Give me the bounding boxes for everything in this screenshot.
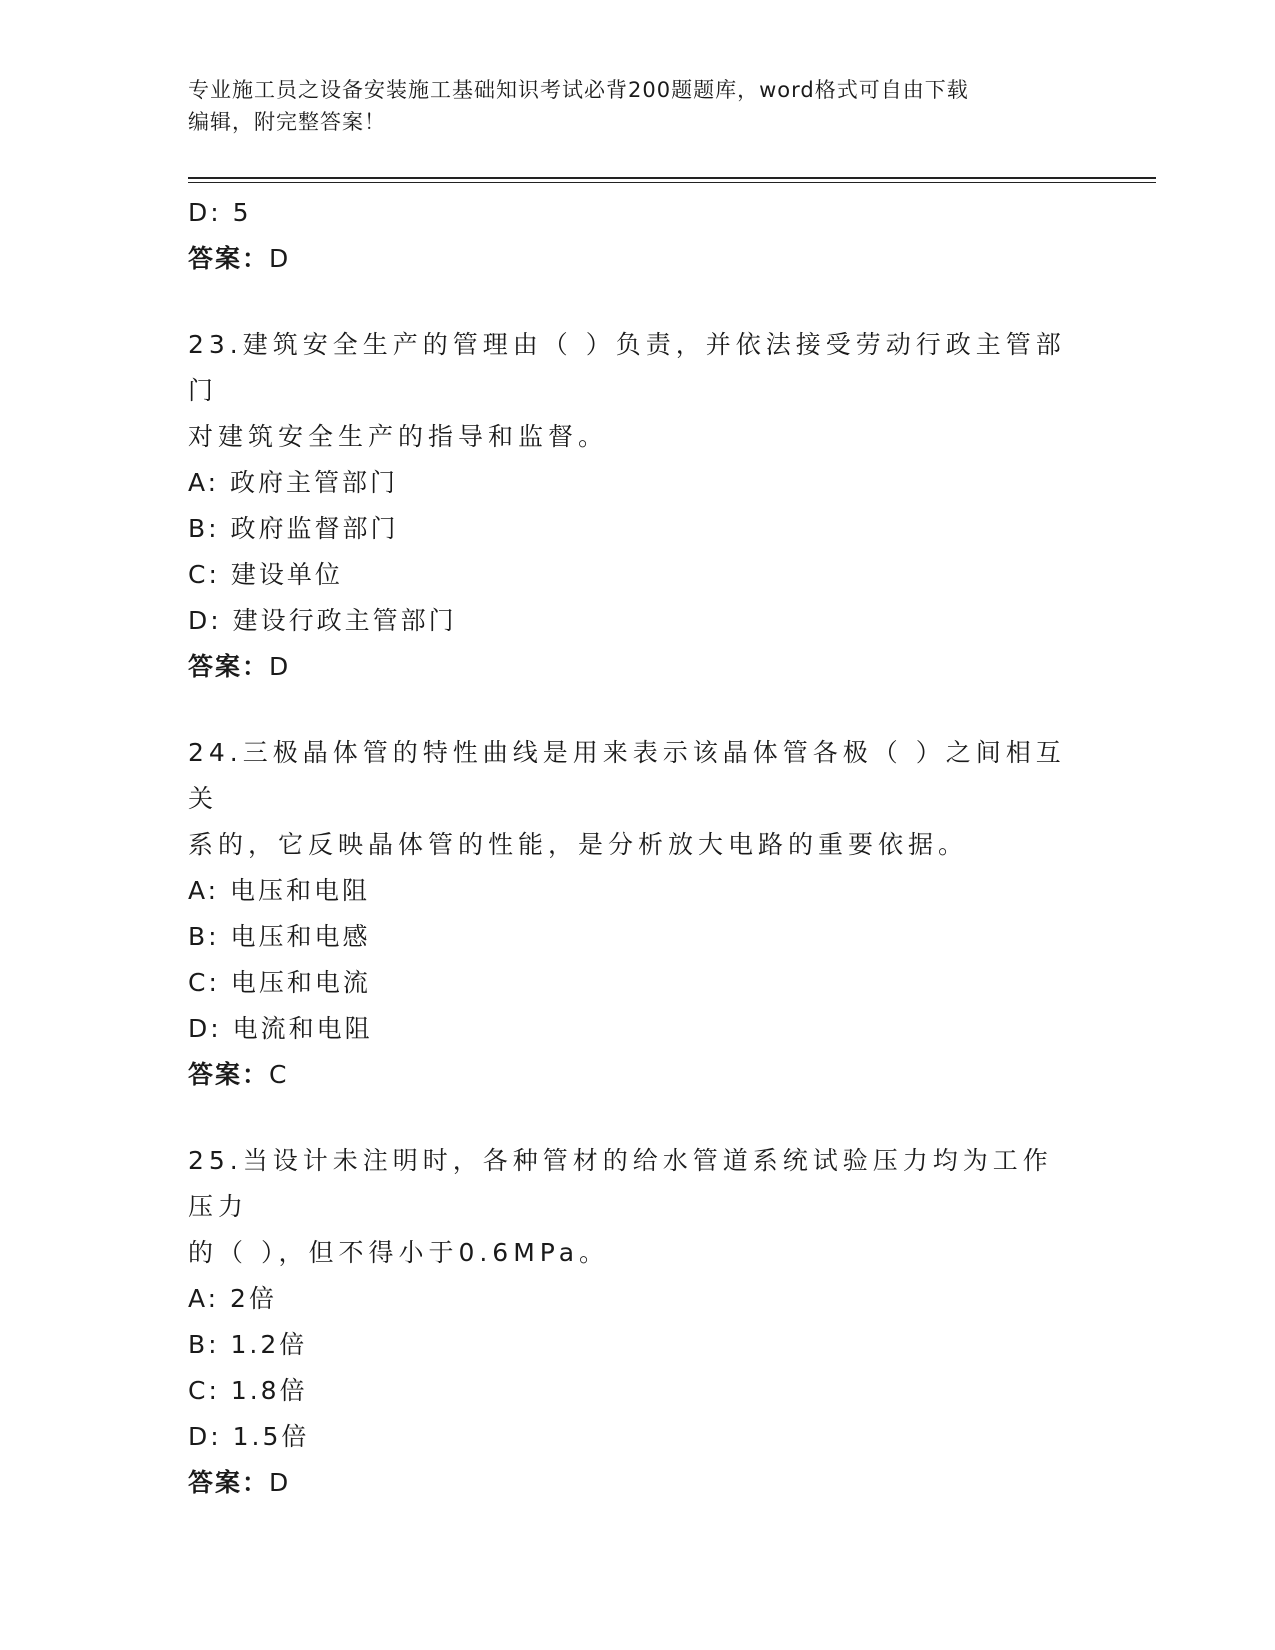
header-line-1: 专业施工员之设备安装施工基础知识考试必背200题题库，word格式可自由下载 [188,78,969,102]
question-stem-line-1: 23.建筑安全生产的管理由（ ）负责，并依法接受劳动行政主管部门 [188,330,1066,405]
answer-line [188,1052,1088,1098]
option-a: A: 2倍 [188,1284,277,1313]
option-b: B: 电压和电感 [188,922,371,951]
option-d: D: 建设行政主管部门 [188,606,457,635]
question-23 [188,322,1088,690]
answer-value: D [269,244,291,273]
page-header [188,74,1088,138]
answer-line [188,644,1088,690]
answer-line [188,236,1088,282]
option-d: D: 5 [188,198,252,227]
answer-label: 答案： [188,244,270,273]
answer-label: 答案： [188,1468,270,1497]
answer-value: D [269,652,291,681]
question-stem-line-2: 的（ ），但不得小于0.6MPa。 [188,1238,610,1267]
question-stem [188,322,1068,460]
question-stem [188,730,1068,868]
option-d: D: 电流和电阻 [188,1014,373,1043]
option-b: B: 1.2倍 [188,1330,308,1359]
option-d: D: 1.5倍 [188,1422,310,1451]
question-stem-line-2: 对建筑安全生产的指导和监督。 [188,422,609,451]
answer-value: C [269,1060,289,1089]
question-stem-line-2: 系的，它反映晶体管的性能，是分析放大电路的重要依据。 [188,830,969,859]
header-line-2: 编辑，附完整答案！ [188,110,386,134]
header-rule-thick [188,177,1156,179]
document-body [188,190,1088,1506]
answer-line [188,1460,1088,1506]
answer-value: D [269,1468,291,1497]
question-24 [188,730,1088,1098]
option-c: C: 电压和电流 [188,968,371,997]
option-a: A: 电压和电阻 [188,876,371,905]
question-stem-line-1: 24.三极晶体管的特性曲线是用来表示该晶体管各极（ ）之间相互关 [188,738,1066,813]
option-c: C: 建设单位 [188,560,343,589]
option-c: C: 1.8倍 [188,1376,308,1405]
answer-label: 答案： [188,652,270,681]
previous-question-tail [188,190,1088,282]
question-stem-line-1: 25.当设计未注明时，各种管材的给水管道系统试验压力均为工作压力 [188,1146,1053,1221]
option-a: A: 政府主管部门 [188,468,399,497]
answer-label: 答案： [188,1060,270,1089]
option-b: B: 政府监督部门 [188,514,399,543]
header-rule-thin [188,182,1156,183]
question-25 [188,1138,1088,1506]
question-stem [188,1138,1068,1276]
